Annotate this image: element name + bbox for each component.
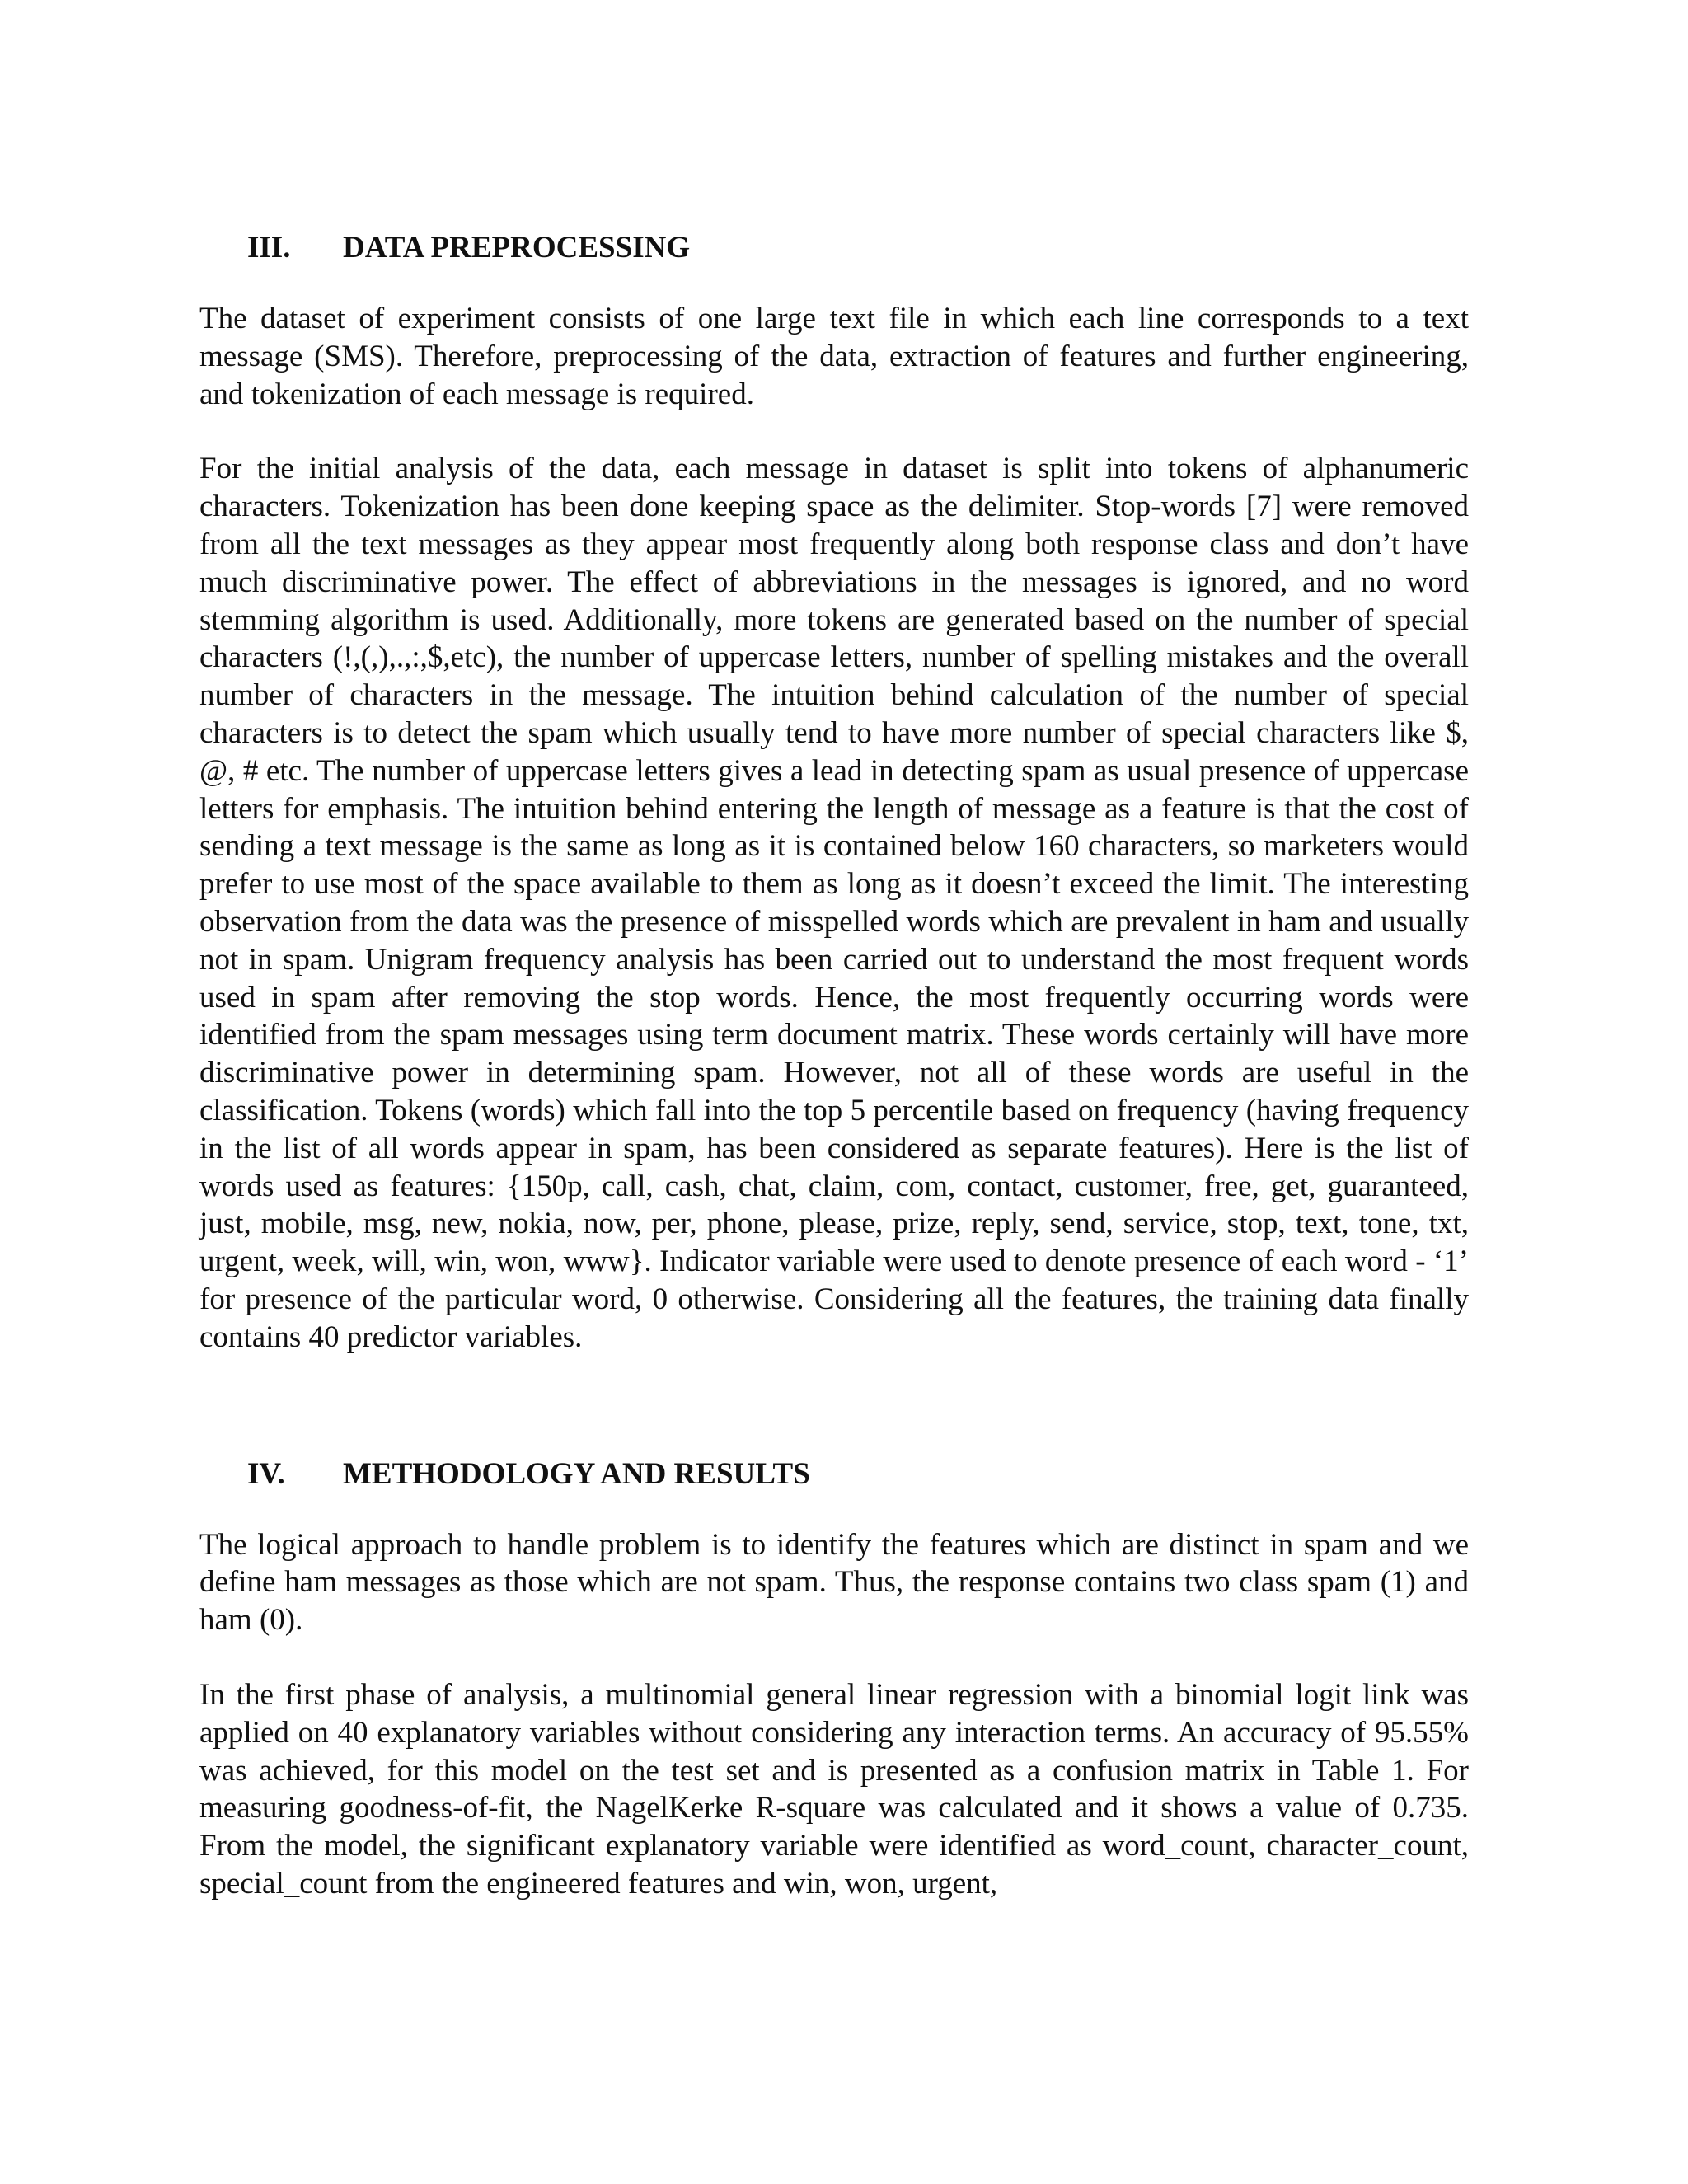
section-number: III. <box>247 231 291 265</box>
paragraph-first-phase: In the first phase of analysis, a multinomial general linear regression with a binomial logit link was applied on 40 explanatory variables without considering any interaction terms. An accuracy of 95.55% was achieved, for this model on the test set and is presented as a confusion matrix in Table 1. For measuring goodness-of-fit, the NagelKerke R-square was calculated and it shows a value of 0.735. From the model, the significant explanatory variable were identified as word_count, character_count, special_count from the engineered features and win, won, urgent, <box>199 1677 1469 1900</box>
paragraph-dataset-description: The dataset of experiment consists of one large text file in which each line corresponds to a text message (SMS). Therefore, preprocessing of the data, extraction of features and further engineering, and tokenization of each message is required. <box>199 302 1469 411</box>
paragraph-logical-approach: The logical approach to handle problem is to identify the features which are distinct in spam and we define ham messages as those which are not spam. Thus, the response contains two class spam (1) and ham (0). <box>199 1527 1469 1638</box>
section-number: IV. <box>247 1456 285 1491</box>
section-title: METHODOLOGY AND RESULTS <box>343 1456 810 1491</box>
section-title: DATA PREPROCESSING <box>343 231 691 265</box>
paper-page <box>199 229 1469 1940</box>
section-heading-methodology-results <box>247 1455 1469 1493</box>
paragraph-initial-analysis: For the initial analysis of the data, each message in dataset is split into tokens of alphanumeric characters. Tokenization has been done keeping space as the delimiter. Stop-words [7] were removed from all the text messages as they appear most frequently along both response class and don’t have much discriminative power. The effect of abbreviations in the messages is ignored, and no word stemming algorithm is used. Additionally, more tokens are generated based on the number of special characters (!,(,),.,:,$,etc), the number of uppercase letters, number of spelling mistakes and the overall number of characters in the message. The intuition behind calculation of the number of special characters is to detect the spam which usually tend to have more number of special characters like $, @, # etc. The number of uppercase letters gives a lead in detecting spam as usual presence of uppercase letters for emphasis. The intuition behind entering the length of message as a feature is that the cost of sending a text message is the same as long as it is contained below 160 characters, so marketers would prefer to use most of the space available to them as long as it doesn’t exceed the limit. The interesting observation from the data was the presence of misspelled words which are prevalent in ham and usually not in spam. Unigram frequency analysis has been carried out to understand the most frequent words used in spam after removing the stop words. Hence, the most frequently occurring words were identified from the spam messages using term document matrix. These words certainly will have more discriminative power in determining spam. However, not all of these words are useful in the classification. Tokens (words) which fall into the top 5 percentile based on frequency (having frequency in the list of all words appear in spam, has been considered as separate features). Here is the list of words used as features: {150p, call, cash, chat, claim, com, contact, customer, free, get, guaranteed, just, mobile, msg, new, nokia, now, per, phone, please, prize, reply, send, service, stop, text, tone, txt, urgent, week, will, win, won, www}. Indicator variable were used to denote presence of each word - ‘1’ for presence of the particular word, 0 otherwise. Considering all the features, the training data finally contains 40 predictor variables. <box>199 452 1469 1354</box>
section-spacer <box>199 1394 1469 1455</box>
section-heading-data-preprocessing <box>247 229 1469 267</box>
